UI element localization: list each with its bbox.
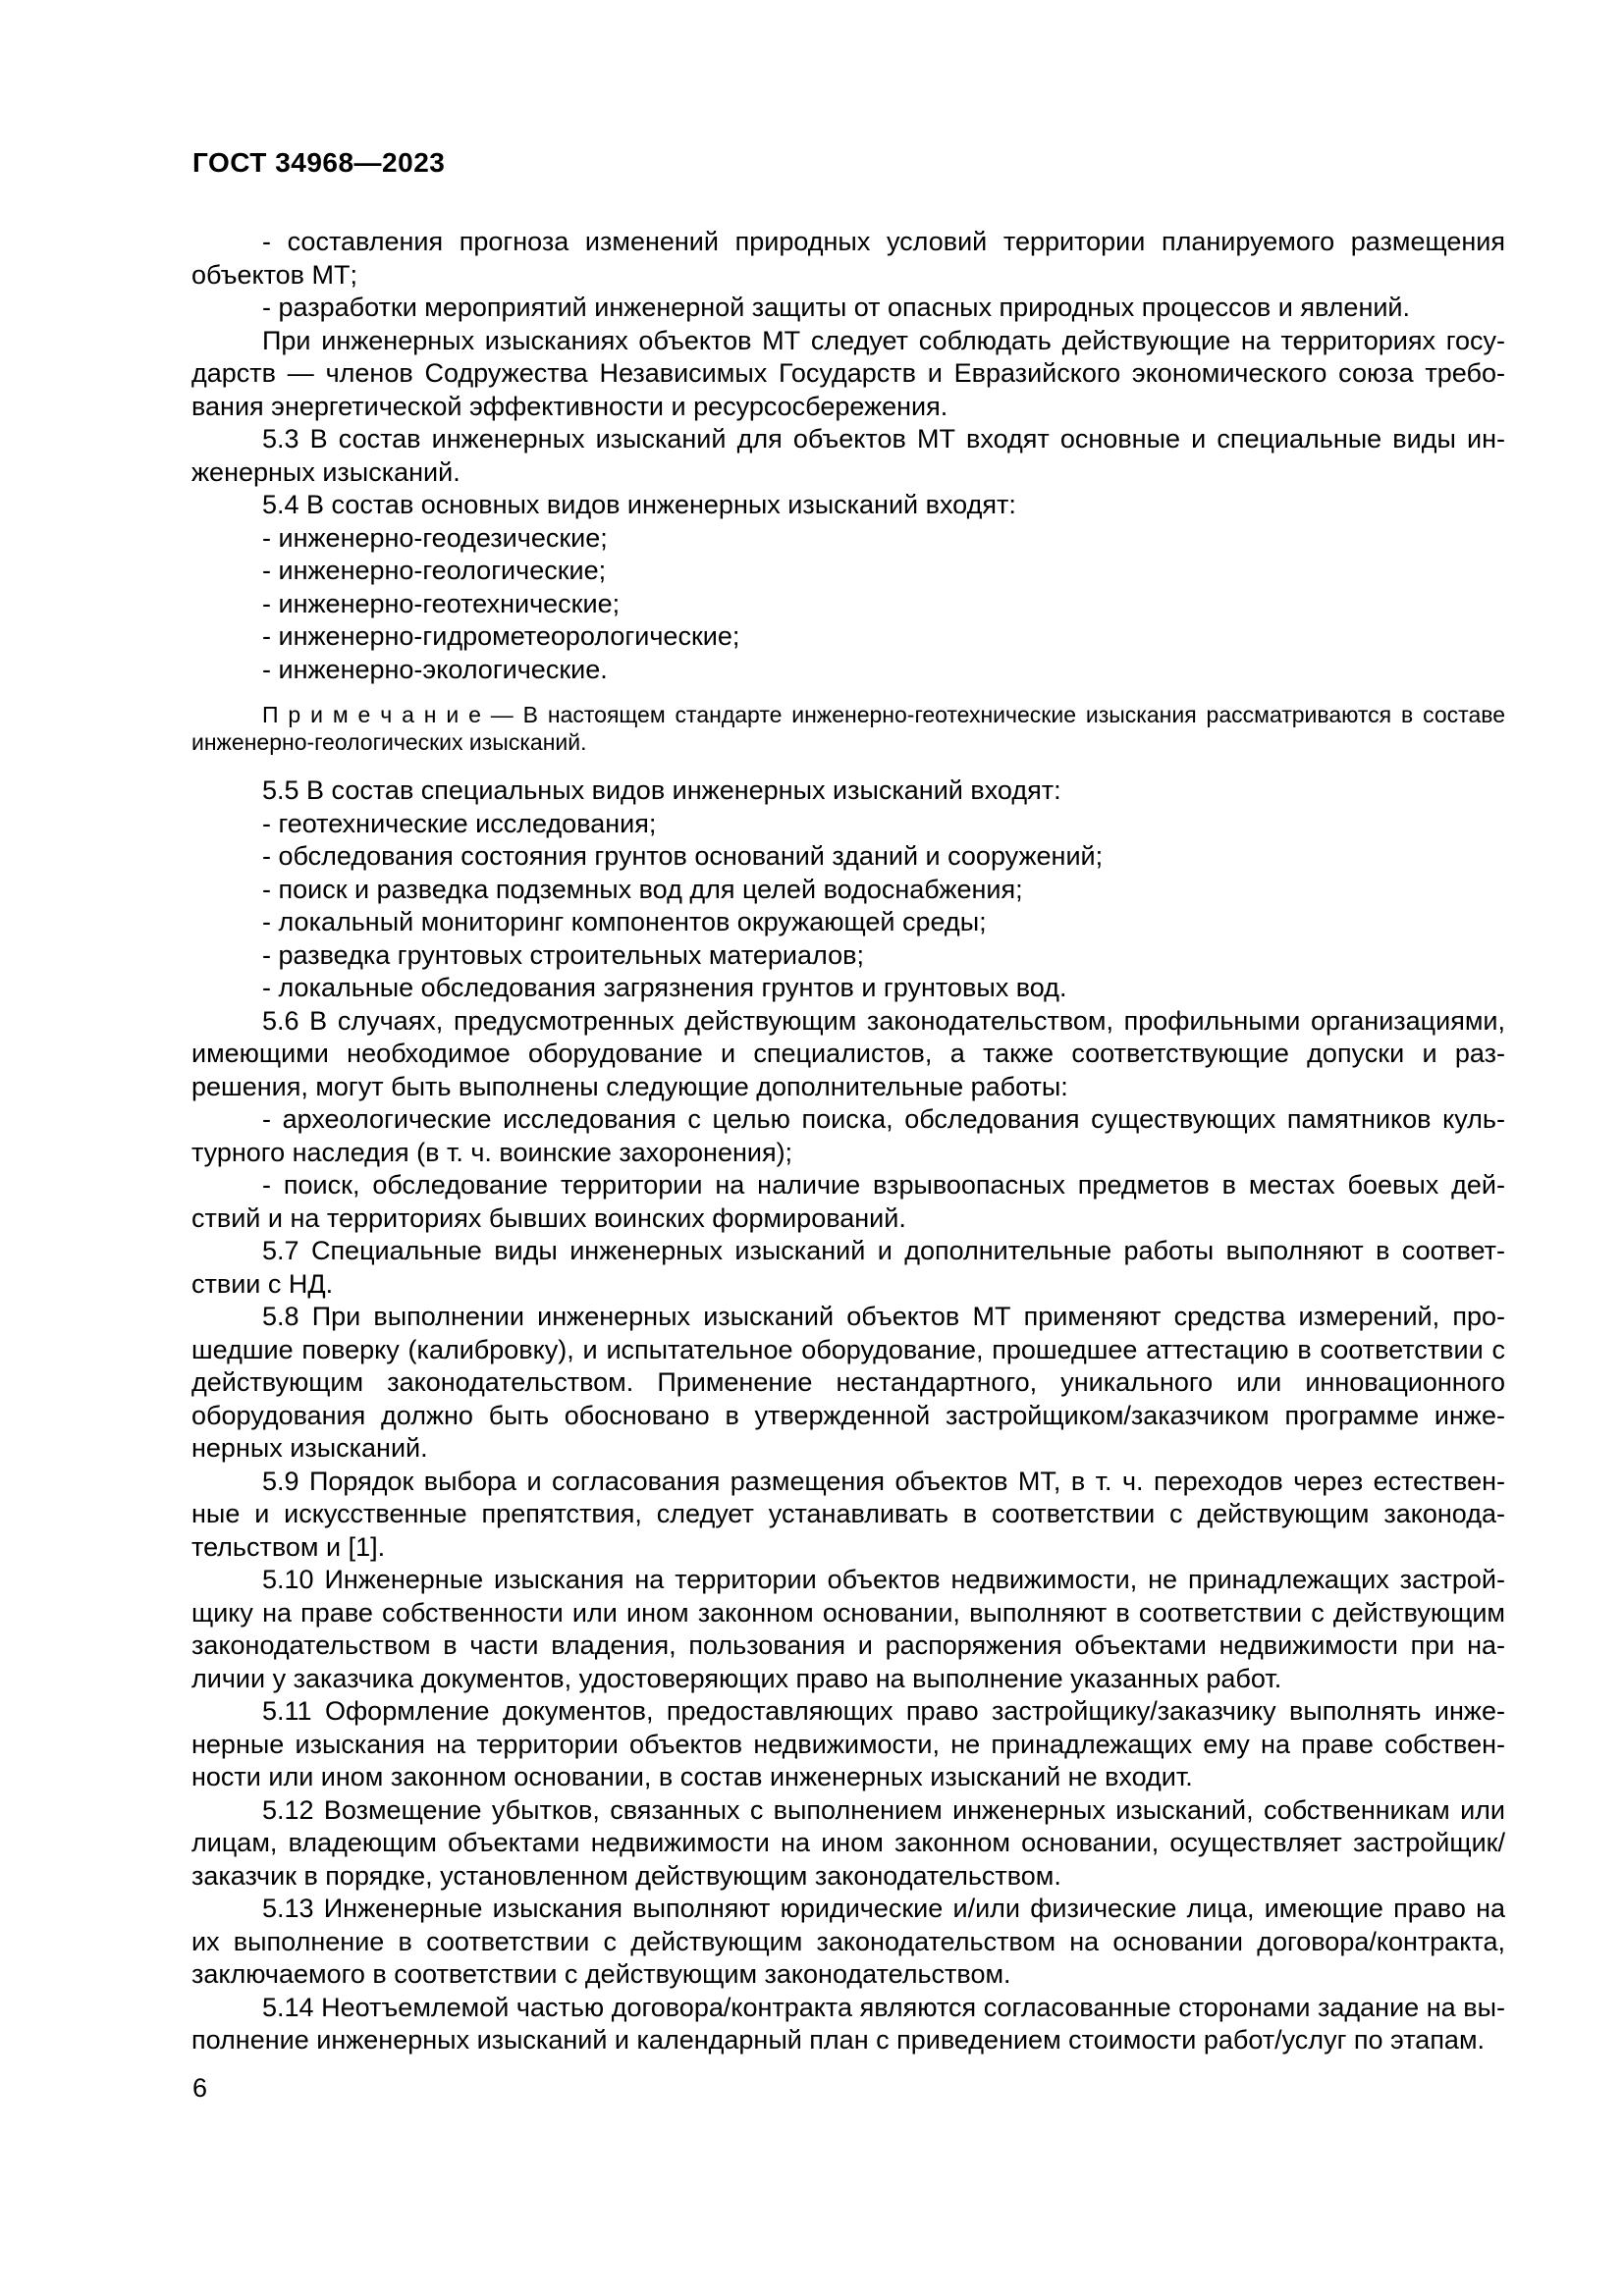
paragraph: - поиск, обследование территории на наличие взрывоопасных предметов в местах боевых действий и на территориях бывших воинских формирований. — [191, 1170, 1505, 1233]
paragraph: 5.8 При выполнении инженерных изысканий объектов МТ применяют средства измерений, прошедшие поверку (калибровку), и испытательное оборудование, прошедшее аттестацию в соответствии с действующим законодательством. Применение нестандартного, уникального или инновационного оборудования должно быть обосновано в утвержденной застройщиком/заказчиком программе инженерных изысканий. — [191, 1302, 1505, 1463]
paragraph: 5.11 Оформление документов, предоставляющих право застройщику/заказчику выполнять инженерные изыскания на территории объектов недвижимости, не принадлежащих ему на праве собственности или ином законном основании, в состав инженерных изысканий не входит. — [191, 1696, 1505, 1791]
page-number: 6 — [192, 2073, 208, 2103]
paragraph: 5.13 Инженерные изыскания выполняют юридические и/или физические лица, имеющие право на их выполнение в соответствии с действующим законодательством на основании договора/контракта, заключаемого в соответствии с действующим законодательством. — [191, 1894, 1505, 1989]
paragraph: - локальный мониторинг компонентов окружающей среды; — [262, 907, 987, 936]
note-paragraph: П р и м е ч а н и е — В настоящем стандарте инженерно-геотехнические изыскания рассматриваются в составе инженерно-геологических изысканий. — [191, 702, 1505, 755]
paragraph: - археологические исследования с целью поиска, обследования существующих памятников культурного наследия (в т. ч. воинские захоронения); — [191, 1104, 1505, 1167]
paragraph: 5.9 Порядок выбора и согласования размещения объектов МТ, в т. ч. переходов через естественные и искусственные препятствия, следует устанавливать в соответствии с действующим законодательством и [1]. — [191, 1466, 1505, 1562]
paragraph: - локальные обследования загрязнения грунтов и грунтовых вод. — [262, 973, 1067, 1002]
paragraph: При инженерных изысканиях объектов МТ следует соблюдать действующие на территориях государств — членов Содружества Независимых Государств и Евразийского экономического союза требования энергетической эффективности и ресурсосбережения. — [191, 325, 1505, 421]
paragraph: 5.6 В случаях, предусмотренных действующим законодательством, профильными организациями, имеющими необходимое оборудование и специалистов, а также соответствующие допуски и разрешения, могут быть выполнены следующие дополнительные работы: — [191, 1005, 1505, 1101]
document-body — [191, 226, 1505, 2057]
paragraph: 5.4 В состав основных видов инженерных изысканий входят: — [262, 490, 1016, 519]
paragraph: - составления прогноза изменений природных условий территории планируемого размещения объектов МТ; — [191, 227, 1505, 290]
paragraph: - инженерно-геотехнические; — [262, 588, 621, 618]
paragraph: 5.5 В состав специальных видов инженерных изысканий входят: — [262, 775, 1061, 805]
paragraph: 5.3 В состав инженерных изысканий для объектов МТ входят основные и специальные виды инженерных изысканий. — [191, 424, 1505, 487]
paragraph: - разведка грунтовых строительных материалов; — [262, 939, 864, 970]
paragraph: 5.12 Возмещение убытков, связанных с выполнением инженерных изысканий, собственникам или лицам, владеющим объектами недвижимости на ином законном основании, осуществляет застройщик/заказчик в порядке, установленном действующим законодательством. — [191, 1794, 1505, 1891]
paragraph: 5.14 Неотъемлемой частью договора/контракта являются согласованные сторонами задание на выполнение инженерных изысканий и календарный план с приведением стоимости работ/услуг по этапам. — [191, 1992, 1505, 2055]
paragraph: - обследования состояния грунтов оснований зданий и сооружений; — [262, 841, 1104, 871]
paragraph: - инженерно-гидрометеорологические; — [262, 621, 740, 651]
paragraph: - инженерно-экологические. — [262, 654, 608, 684]
paragraph: - геотехнические исследования; — [262, 808, 657, 838]
paragraph: - разработки мероприятий инженерной защиты от опасных природных процессов и явлений. — [262, 293, 1411, 322]
paragraph: - поиск и разведка подземных вод для целей водоснабжения; — [262, 874, 1023, 904]
paragraph: - инженерно-геодезические; — [262, 522, 608, 553]
document-code: ГОСТ 34968—2023 — [192, 147, 446, 178]
paragraph: 5.7 Специальные виды инженерных изысканий и дополнительные работы выполняют в соответствии с НД. — [191, 1236, 1505, 1299]
paragraph: 5.10 Инженерные изыскания на территории объектов недвижимости, не принадлежащих застройщику на праве собственности или ином законном основании, выполняют в соответствии с действующим законодательством в части владения, пользования и распоряжения объектами недвижимости при наличии у заказчика документов, удостоверяющих право на выполнение указанных работ. — [191, 1565, 1505, 1693]
paragraph: - инженерно-геологические; — [262, 556, 607, 585]
